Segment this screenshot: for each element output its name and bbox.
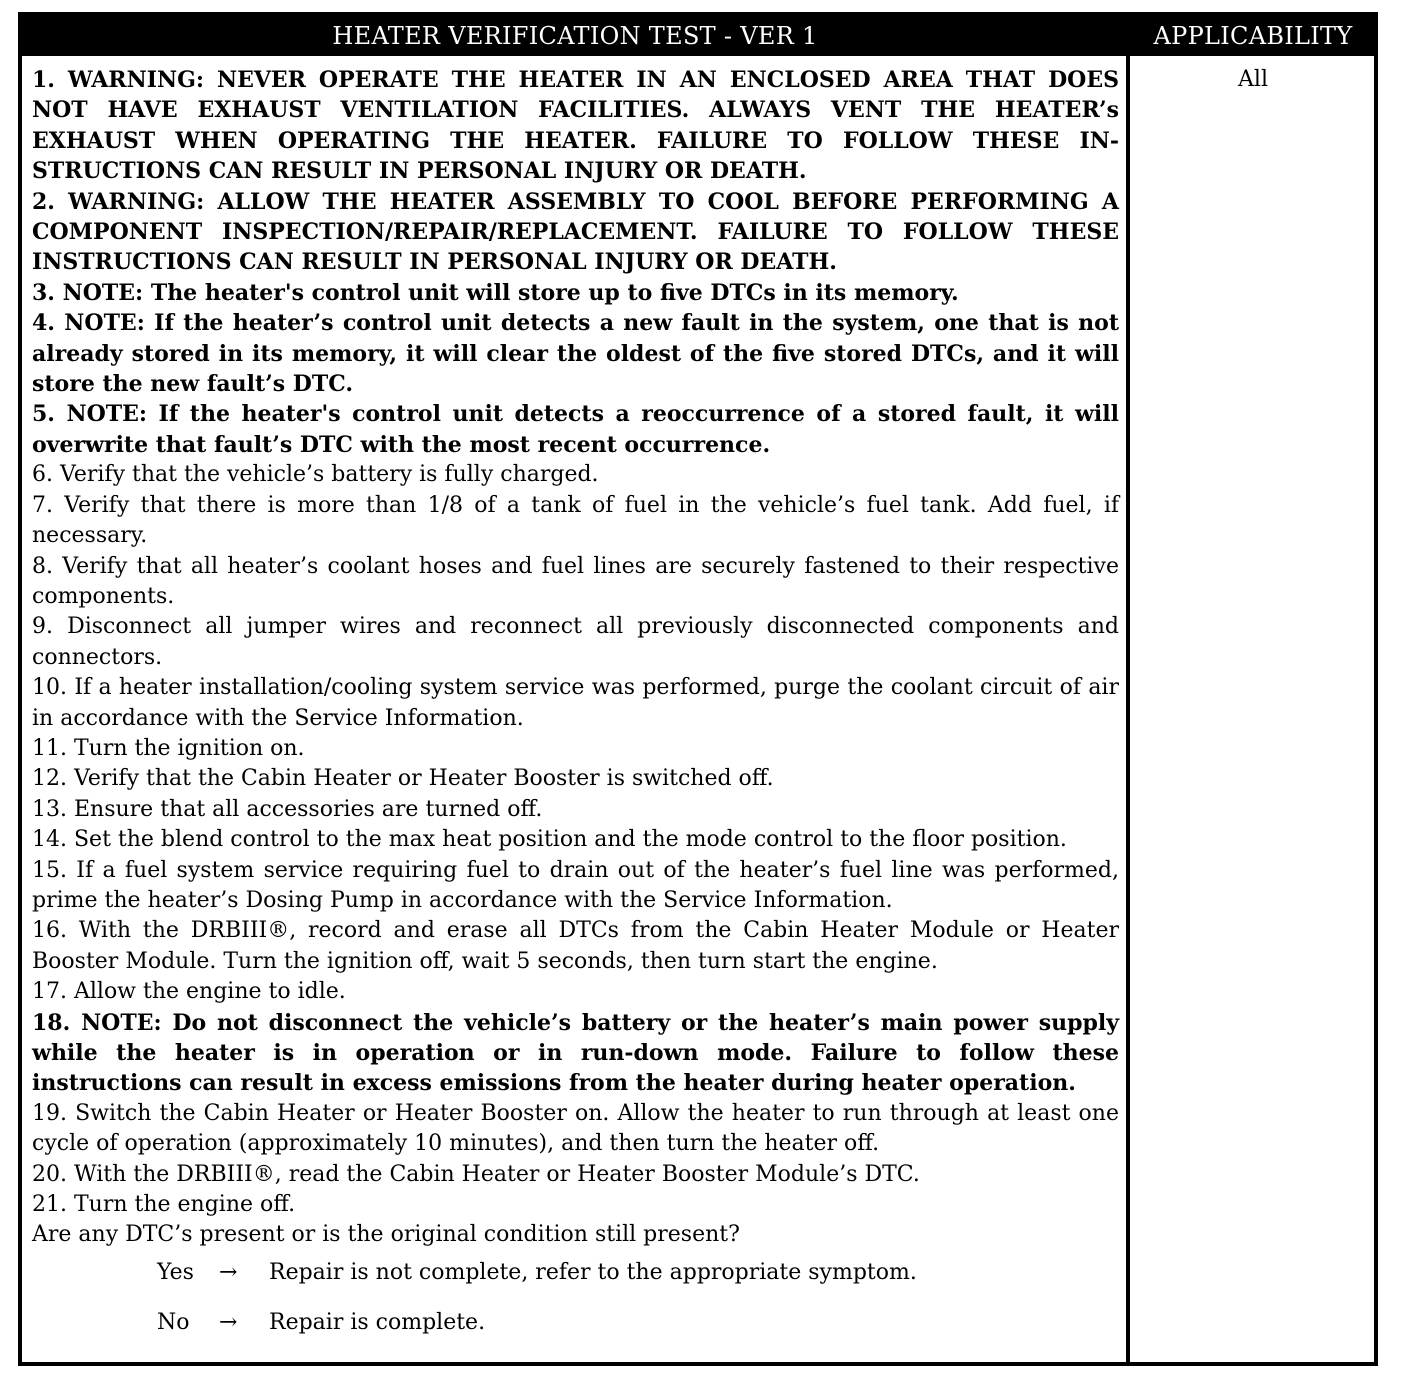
step-15: 15. If a fuel system service requiring fuel to drain out of the heater’s fuel line was performed, prime the heater’s Dosing Pump in accordance with the Service Information.	[32, 857, 1119, 913]
step-21: 21. Turn the engine off.	[32, 1192, 296, 1218]
step-19: 19. Switch the Cabin Heater or Heater Booster on. Allow the heater to run through at least one cycle of operation (approximately 10 minutes), and then turn the heater off.	[32, 1100, 1119, 1157]
answer-label: Yes	[157, 1260, 194, 1285]
step-18: 18. NOTE: Do not disconnect the vehicle’s battery or the heater’s main power supply while the heater is in operation or in run-down mode. Failure to follow these instructions can result in excess emissions from the heater during heater operation.	[32, 1009, 1119, 1097]
step-2: 2. WARNING: ALLOW THE HEATER ASSEMBLY TO COOL BEFORE PERFORMING A COMPONENT INSPECTION/REPAIR/REPLACEMENT. FAILURE TO FOLLOW THESE INSTRUCTIONS CAN RESULT IN PERSONAL INJURY OR DEATH.	[32, 188, 1119, 276]
step-12: 12. Verify that the Cabin Heater or Heater Booster is switched off.	[32, 766, 774, 792]
arrow-right-icon: →	[219, 1310, 238, 1335]
answer-label: No	[157, 1310, 190, 1335]
test-title: HEATER VERIFICATION TEST - VER 1	[332, 22, 818, 50]
step-3: 3. NOTE: The heater's control unit will store up to five DTCs in its memory.	[32, 279, 959, 306]
step-20: 20. With the DRBIII®, read the Cabin Heater or Heater Booster Module’s DTC.	[32, 1161, 920, 1187]
step-9: 9. Disconnect all jumper wires and reconnect all previously disconnected components and connectors.	[32, 614, 1119, 670]
table-header	[22, 16, 1374, 56]
step-11: 11. Turn the ignition on.	[32, 735, 305, 761]
step-8: 8. Verify that all heater’s coolant hoses and fuel lines are securely fastened to their respective components.	[32, 553, 1119, 609]
step-7: 7. Verify that there is more than 1/8 of a tank of fuel in the vehicle’s fuel tank. Add fuel, if necessary.	[32, 492, 1119, 549]
arrow-right-icon: →	[219, 1260, 238, 1285]
step-1: 1. WARNING: NEVER OPERATE THE HEATER IN AN ENCLOSED AREA THAT DOES NOT HAVE EXHAUST VENTILATION FACILITIES. ALWAYS VENT THE HEATER’s EXHAUST WHEN OPERATING THE HEATER. FAILURE TO FOLLOW THESE IN-STRUCTIONS CAN RESULT IN PERSONAL INJURY OR DEATH.	[32, 67, 1119, 185]
step-17: 17. Allow the engine to idle.	[32, 979, 346, 1005]
applicability-value: All	[1238, 67, 1268, 92]
step-5: 5. NOTE: If the heater's control unit detects a reoccurrence of a stored fault, it will overwrite that fault’s DTC with the most recent occurrence.	[32, 401, 1119, 458]
answer-text: Repair is complete.	[269, 1310, 486, 1335]
step-6: 6. Verify that the vehicle’s battery is fully charged.	[32, 462, 599, 488]
step-13: 13. Ensure that all accessories are turned off.	[32, 796, 543, 822]
answer-yes[interactable]	[157, 1258, 1057, 1308]
answer-text: Repair is not complete, refer to the appropriate symptom.	[269, 1260, 917, 1285]
applicability-header: APPLICABILITY	[1153, 22, 1353, 50]
step-16: 16. With the DRBIII®, record and erase all DTCs from the Cabin Heater Module or Heater Booster Module. Turn the ignition off, wait 5 seconds, then turn start the engine.	[32, 918, 1119, 974]
step-4: 4. NOTE: If the heater’s control unit detects a new fault in the system, one that is not already stored in its memory, it will clear the oldest of the five stored DTCs, and it will store the new fault’s DTC.	[32, 310, 1119, 398]
answer-options	[157, 1258, 1057, 1358]
verification-table	[18, 12, 1378, 1366]
column-divider	[1126, 56, 1130, 1362]
question: Are any DTC’s present or is the original condition still present?	[32, 1222, 740, 1248]
steps-column	[32, 65, 1119, 1251]
answer-no[interactable]	[157, 1308, 1057, 1358]
step-10: 10. If a heater installation/cooling system service was performed, purge the coolant circuit of air in accordance with the Service Information.	[32, 675, 1119, 731]
step-14: 14. Set the blend control to the max heat position and the mode control to the floor position.	[32, 827, 1067, 853]
